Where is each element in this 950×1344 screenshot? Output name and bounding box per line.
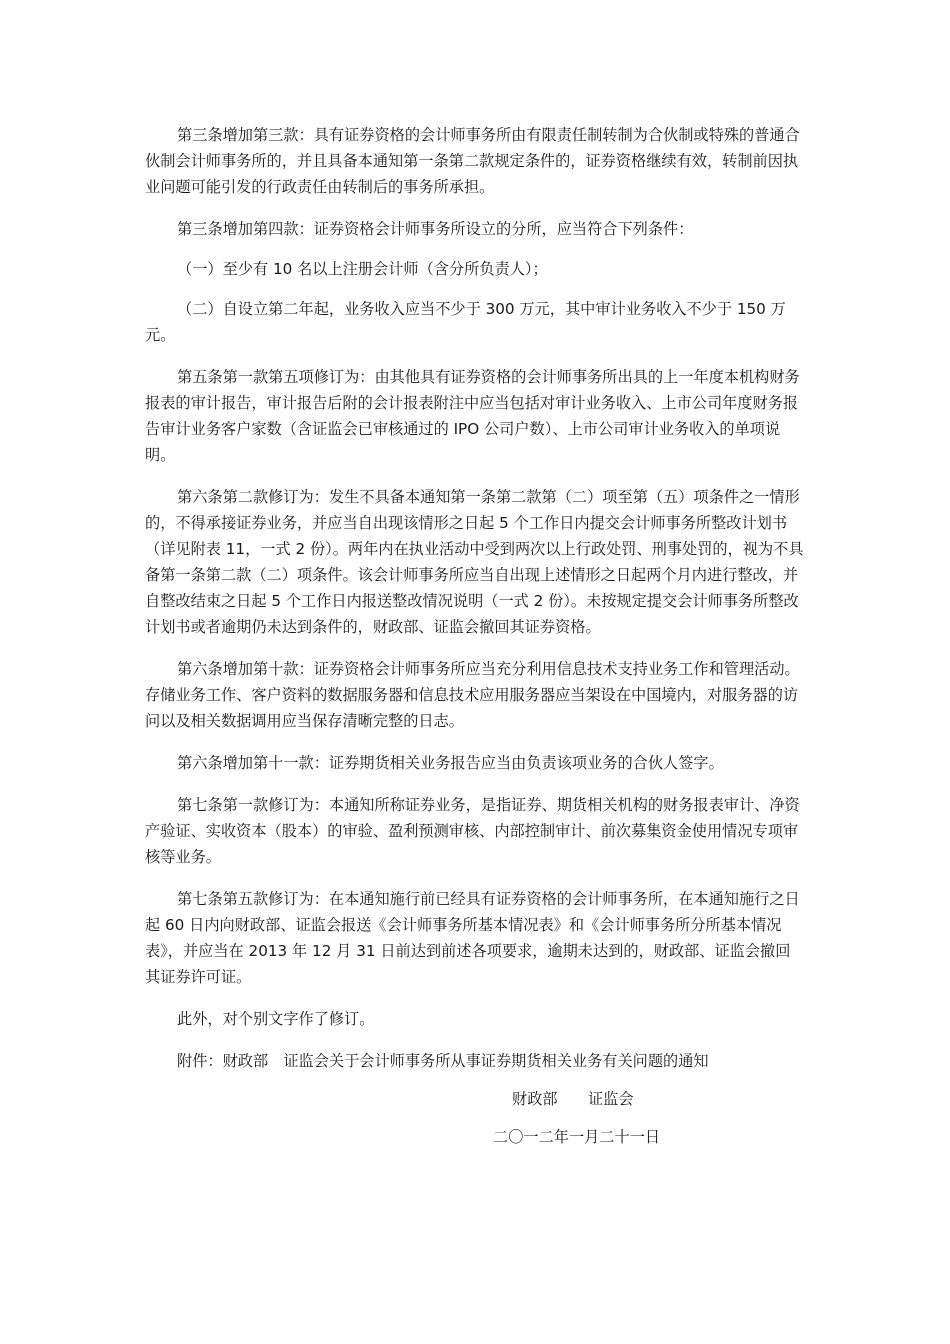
paragraph-article3-clause3: 第三条增加第三款：具有证券资格的会计师事务所由有限责任制转制为合伙制或特殊的普通合伙制会计师事务所的，并且具备本通知第一条第二款规定条件的，证券资格继续有效，转制前因执业问题可能引发的行政责任由转制后的事务所承担。	[145, 126, 800, 196]
paragraph-article6-clause10: 第六条增加第十款：证券资格会计师事务所应当充分利用信息技术支持业务工作和管理活动。存储业务工作、客户资料的数据服务器和信息技术应用服务器应当架设在中国境内，对服务器的访问以及相关数据调用应当保存清晰完整的日志。	[145, 660, 800, 730]
signature-date: 二〇一二年一月二十一日	[493, 1128, 661, 1146]
paragraph-item-1: （一）至少有 10 名以上注册会计师（含分所负责人）；	[177, 260, 548, 278]
paragraph-article7-clause1: 第七条第一款修订为：本通知所称证券业务，是指证券、期货相关机构的财务报表审计、净资产验证、实收资本（股本）的审验、盈利预测审核、内部控制审计、前次募集资金使用情况专项审核等业务。	[145, 796, 800, 866]
document-body	[145, 122, 805, 1090]
paragraph-article5-clause1: 第五条第一款第五项修订为：由其他具有证券资格的会计师事务所出具的上一年度本机构财务报表的审计报告，审计报告后附的会计报表附注中应当包括对审计业务收入、上市公司年度财务报告审计业务客户家数（含证监会已审核通过的 IPO 公司户数）、上市公司审计业务收入的单项说明。	[145, 368, 800, 464]
paragraph-article6-clause11: 第六条增加第十一款：证券期货相关业务报告应当由负责该项业务的合伙人签字。	[177, 754, 724, 772]
paragraph-article6-clause2: 第六条第二款修订为：发生不具备本通知第一条第二款第（二）项至第（五）项条件之一情形的，不得承接证券业务，并应当自出现该情形之日起 5 个工作日内提交会计师事务所整改计划书（详见附表 11，一式 2 份）。两年内在执业活动中受到两次以上行政处罚、刑事处罚的，视为不具备第一条第二款（二）项条件。该会计师事务所应当自出现上述情形之日起两个月内进行整改，并自整改结束之日起 5 个工作日内报送整改情况说明（一式 2 份）。未按规定提交会计师事务所整改计划书或者逾期仍未达到条件的，财政部、证监会撤回其证券资格。	[145, 488, 804, 636]
paragraph-attachment: 附件：财政部 证监会关于会计师事务所从事证券期货相关业务有关问题的通知	[177, 1052, 709, 1070]
paragraph-item-2: （二）自设立第二年起，业务收入应当不少于 300 万元，其中审计业务收入不少于 150 万元。	[145, 300, 786, 344]
signature-issuers: 财政部 证监会	[512, 1090, 634, 1108]
paragraph-article3-clause4: 第三条增加第四款：证券资格会计师事务所设立的分所，应当符合下列条件：	[177, 220, 694, 238]
paragraph-other-revisions: 此外，对个别文字作了修订。	[177, 1010, 375, 1028]
paragraph-article7-clause5: 第七条第五款修订为：在本通知施行前已经具有证券资格的会计师事务所，在本通知施行之日起 60 日内向财政部、证监会报送《会计师事务所基本情况表》和《会计师事务所分所基本情况表》，并应当在 2013 年 12 月 31 日前达到前述各项要求，逾期未达到的，财政部、证监会撤回其证券许可证。	[145, 890, 800, 986]
